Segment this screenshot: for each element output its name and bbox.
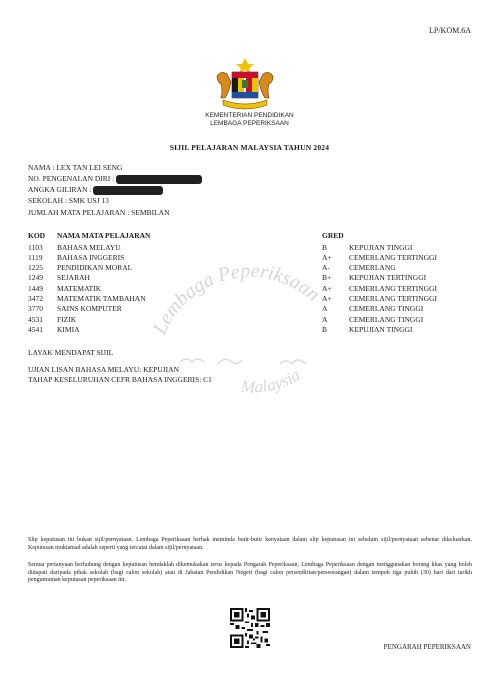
watermark-bottom-text: Malaysia: [240, 365, 304, 397]
index-number-label: ANGKA GILIRAN :: [28, 185, 92, 194]
row-grade: A: [322, 304, 328, 313]
row-code: 3472: [28, 294, 43, 303]
row-subject: KIMIA: [57, 325, 80, 334]
row-grade: B: [322, 325, 328, 334]
row-description: CEMERLANG TERTINGGI: [349, 284, 437, 293]
row-grade: A: [322, 315, 328, 324]
school-name: SEKOLAH : SMK USJ 13: [28, 196, 109, 205]
ic-number-row: [28, 174, 202, 184]
row-subject: FIZIK: [57, 315, 77, 324]
row-grade: A+: [322, 253, 332, 262]
row-grade: A+: [322, 294, 332, 303]
row-grade: B+: [322, 273, 332, 282]
row-description: KEPUJIAN TINGGI: [349, 325, 413, 334]
certificate-status: LAYAK MENDAPAT SIJIL: [28, 348, 114, 357]
row-grade: A-: [322, 263, 330, 272]
ministry-name: KEMENTERIAN PENDIDIKAN: [205, 112, 294, 119]
row-code: 3770: [28, 304, 43, 313]
watermark-top-text: Lembaga Peperiksaan: [148, 259, 325, 338]
row-subject: MATEMATIK TAMBAHAN: [57, 294, 146, 303]
row-description: KEPUJIAN TINGGI: [349, 243, 413, 252]
row-subject: BAHASA INGGERIS: [57, 253, 125, 262]
header-grade: GRED: [322, 231, 344, 240]
row-description: CEMERLANG TINGGI: [349, 315, 424, 324]
index-number-redaction: [93, 186, 163, 195]
header-code: KOD: [28, 231, 46, 240]
student-name: NAMA : LEX TAN LEI SENG: [28, 163, 123, 172]
index-number-row: [28, 185, 163, 195]
row-code: 1119: [28, 253, 43, 262]
inquiry-note: Semua pertanyaan berhubung dengan keputusan hendaklah dikemukakan terus kepada Pengarah Peperiksaan, Lembaga Peperiksaan dengan menggunakan borang khas yang boleh didapati daripada pihak sekolah (bagi calon sekolah) atau di Jabatan Pendidikan Negeri (bagi calon persendirian/perseorangan) dalam tempoh tiga puluh (30) hari dari tarikh pengumuman keputusan peperiksaan ini.: [28, 562, 472, 583]
row-subject: MATEMATIK: [57, 284, 102, 293]
row-code: 4531: [28, 315, 43, 324]
row-description: KEPUJIAN TERTINGGI: [349, 273, 427, 282]
reference-code: LP/KOM.6A: [428, 26, 471, 35]
row-description: CEMERLANG TINGGI: [349, 304, 424, 313]
qr-code-icon: [230, 608, 270, 648]
document-title: SIJIL PELAJARAN MALAYSIA TAHUN 2024: [169, 143, 330, 152]
cefr-result: TAHAP KESELURUHAN CEFR BAHASA INGGERIS: C1: [28, 375, 212, 384]
row-subject: PENDIDIKAN MORAL: [57, 263, 133, 272]
signature-title: PENGARAH PEPERIKSAAN: [383, 643, 471, 651]
row-description: CEMERLANG TERTINGGI: [349, 253, 437, 262]
row-code: 4541: [28, 325, 43, 334]
row-description: CEMERLANG TERTINGGI: [349, 294, 437, 303]
oral-bm-result: UJIAN LISAN BAHASA MELAYU: KEPUJIAN: [28, 365, 179, 374]
board-name: LEMBAGA PEPERIKSAAN: [210, 120, 289, 127]
row-subject: SAINS KOMPUTER: [57, 304, 122, 313]
row-subject: BAHASA MELAYU: [57, 243, 121, 252]
row-subject: SEJARAH: [57, 273, 90, 282]
row-code: 1225: [28, 263, 43, 272]
ic-number-redaction: [116, 175, 202, 184]
malaysia-coat-of-arms-icon: [213, 58, 277, 110]
row-description: CEMERLANG: [349, 263, 396, 272]
header-subject: NAMA MATA PELAJARAN: [57, 231, 151, 240]
row-code: 1249: [28, 273, 43, 282]
row-code: 1103: [28, 243, 43, 252]
disclaimer-note: Slip keputusan ini bukan sijil/pernyataan. Lembaga Peperiksaan berhak meminda butir-butir kenyataan dalam slip keputusan ini sebelum sijil/pernyataan sebenar dikeluarkan. Keputusan muktamad adalah seperti yang tercatat dalam sijil/pernyataan.: [28, 537, 472, 551]
row-code: 1449: [28, 284, 43, 293]
row-grade: B: [322, 243, 328, 252]
row-grade: A+: [322, 284, 332, 293]
ic-number-label: NO. PENGENALAN DIRI :: [28, 174, 115, 183]
subject-count: JUMLAH MATA PELAJARAN : SEMBILAN: [28, 208, 170, 217]
